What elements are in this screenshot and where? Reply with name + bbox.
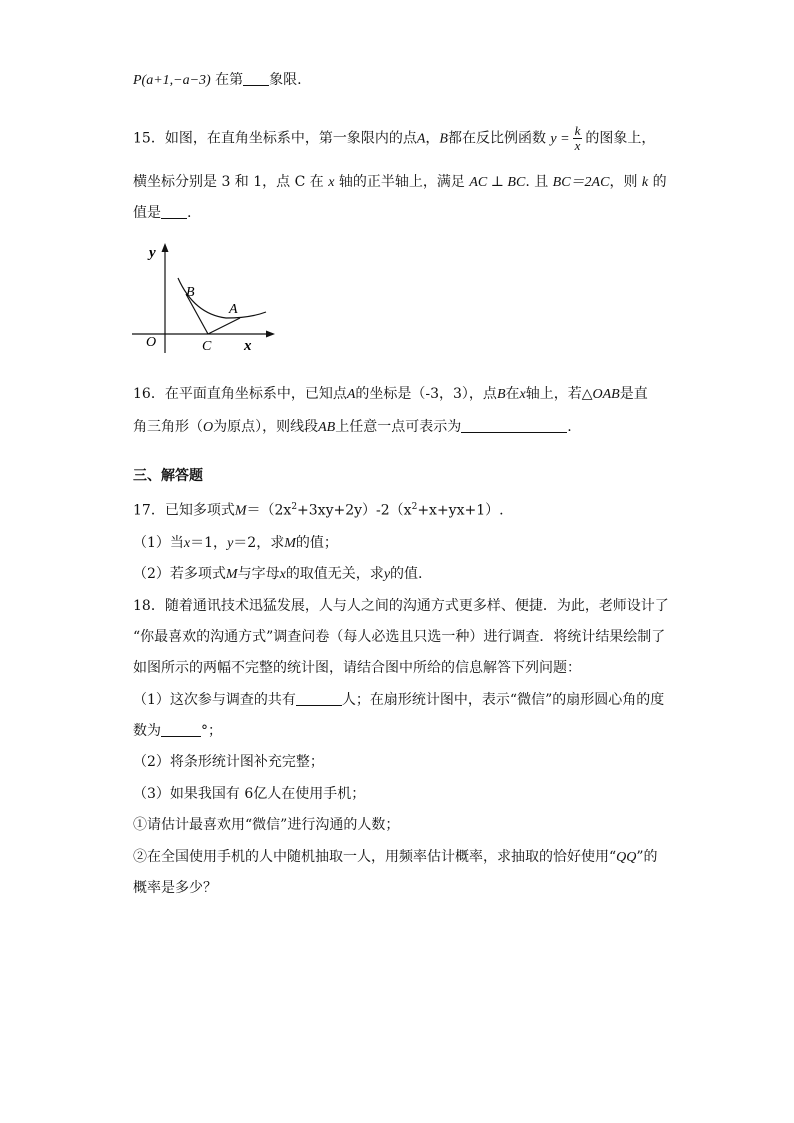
q15-sep: ，: [425, 130, 440, 147]
superscript: 2: [411, 502, 418, 512]
q15-text: ，则: [609, 174, 638, 190]
label-b: B: [186, 285, 195, 300]
q18-sub1: ①请估计最喜欢用“微信”进行沟通的人数；: [133, 817, 400, 833]
condition-ratio: BC＝2AC: [552, 175, 610, 190]
q14-text-end: 象限.: [269, 72, 302, 88]
q16-text: 的坐标是（-3，3），点: [355, 386, 497, 402]
answer-blank: [161, 204, 187, 219]
q15-text: 值是: [133, 205, 161, 221]
q17-text: ＝（2x: [246, 502, 292, 519]
q17-part1: [133, 533, 338, 554]
q17-part2: [133, 564, 422, 585]
q15-text: . 且: [525, 174, 549, 190]
q17-line1: [133, 497, 504, 522]
label-a: A: [229, 302, 238, 317]
q18-text: °；: [201, 723, 222, 739]
triangle-oab: OAB: [592, 387, 620, 402]
q18-text: ②在全国使用手机的人中随机抽取一人，用频率估计概率，求抽取的恰好使用“: [133, 849, 617, 865]
q18-line3: 如图所示的两幅不完整的统计图，请结合图中所给的信息解答下列问题：: [133, 660, 581, 676]
q16-text: 是直: [619, 386, 648, 402]
q14-text: 在第: [215, 72, 244, 88]
q16-text: .: [567, 419, 572, 435]
var-x: x: [279, 567, 286, 582]
q15-text: 如图，在直角坐标系中，第一象限内的点: [164, 130, 417, 147]
frac-numerator: k: [574, 123, 581, 138]
q16-text: 轴上，若△: [525, 386, 593, 402]
q18-part1: [133, 690, 664, 710]
qq-label: QQ: [616, 850, 637, 865]
q16-text: 在: [505, 386, 520, 402]
point-b: B: [496, 387, 506, 402]
var-m: M: [225, 567, 238, 582]
var-x: x: [328, 175, 335, 190]
q17-text: 与字母: [237, 566, 280, 582]
segment-bc: [186, 294, 208, 334]
q18-part3: （3）如果我国有 6亿人在使用手机；: [133, 786, 366, 802]
q16-line2: [133, 417, 572, 438]
x-axis-label: x: [244, 338, 252, 354]
q18-sub2-cont: 概率是多少？: [133, 880, 217, 896]
condition-perpendicular: AC ⊥ BC: [469, 175, 526, 190]
q17-text: （1）当: [133, 535, 184, 551]
q17-text: 17．已知多项式: [133, 502, 235, 519]
q16-text: 角三角形（: [133, 419, 203, 435]
var-y: y: [227, 536, 234, 551]
q18-text: 人；在扇形统计图中，表示“微信”的扇形圆心角的度: [341, 692, 665, 708]
q15-text: 横坐标分别是 3 和 1，点 C 在: [133, 174, 324, 190]
q18-text: 数为: [133, 723, 161, 739]
answer-blank: [461, 418, 567, 433]
superscript: 2: [291, 502, 298, 512]
q17-text: 的取值无关，求: [285, 566, 384, 582]
q15-text: 都在反比例函数: [447, 130, 546, 147]
frac-denominator: x: [574, 138, 581, 153]
q15-text: .: [187, 205, 192, 221]
q15-text: 轴的正半轴上，满足: [338, 174, 465, 190]
q17-text: +3xy+2y）-2（x: [297, 502, 412, 519]
var-y: y: [383, 567, 391, 582]
var-o: O: [203, 420, 214, 435]
point-a: A: [416, 131, 426, 147]
q18-part2: （2）将条形统计图补充完整；: [133, 754, 324, 770]
q16-text: 16．在平面直角坐标系中，已知点: [133, 386, 347, 402]
q18-sub2: [133, 847, 658, 868]
q14-point: P(a+1,−a−3): [133, 73, 211, 88]
q17-text: ＝1，: [190, 535, 228, 551]
answer-blank: [161, 722, 201, 737]
coordinate-figure: [130, 238, 280, 358]
q15-line2: [133, 172, 667, 193]
q15-line1: [133, 124, 655, 153]
q15-text: 的图象上，: [585, 130, 656, 147]
section-title: 三、解答题: [133, 468, 203, 484]
fraction-k-over-x: [573, 124, 583, 153]
point-b: B: [439, 131, 448, 147]
question-number: 15．: [133, 130, 165, 147]
q17-text: ＝2，求: [233, 535, 285, 551]
q16-text: 为原点），则线段: [213, 419, 319, 435]
q17-text: 的值；: [295, 535, 338, 551]
q17-text: +x+yx+1）.: [417, 502, 504, 519]
var-x: x: [183, 536, 191, 551]
q18-text: （1）这次参与调查的共有: [133, 692, 296, 708]
y-axis-label: y: [149, 245, 156, 261]
q18-part1-cont: [133, 721, 222, 741]
q15-text: 的: [652, 174, 667, 190]
segment-ca: [208, 318, 240, 334]
q15-line3: [133, 203, 191, 223]
label-c: C: [202, 339, 212, 354]
answer-blank: [243, 71, 269, 86]
var-x: x: [519, 387, 526, 402]
q14-tail: [133, 70, 302, 91]
func-left: y =: [550, 131, 570, 147]
q16-text: 上任意一点可表示为: [335, 419, 462, 435]
q16-line1: [133, 384, 648, 405]
answer-blank: [296, 691, 342, 706]
var-k: k: [641, 175, 649, 190]
point-a: A: [346, 387, 356, 402]
q18-line1: 18．随着通讯技术迅猛发展，人与人之间的沟通方式更多样、便捷．为此，老师设计了: [133, 598, 669, 614]
q18-line2: “你最喜欢的沟通方式”调查问卷（每人必选且只选一种）进行调查．将统计结果绘制了: [133, 629, 666, 645]
origin-label: O: [146, 335, 157, 350]
x-axis-arrow: [266, 331, 275, 338]
var-m: M: [234, 503, 247, 519]
var-m: M: [284, 536, 296, 551]
q18-text: ”的: [636, 849, 658, 865]
y-axis-arrow: [162, 243, 169, 252]
segment-ab: AB: [318, 420, 336, 435]
q17-text: 的值.: [390, 566, 423, 582]
q17-text: （2）若多项式: [133, 566, 226, 582]
